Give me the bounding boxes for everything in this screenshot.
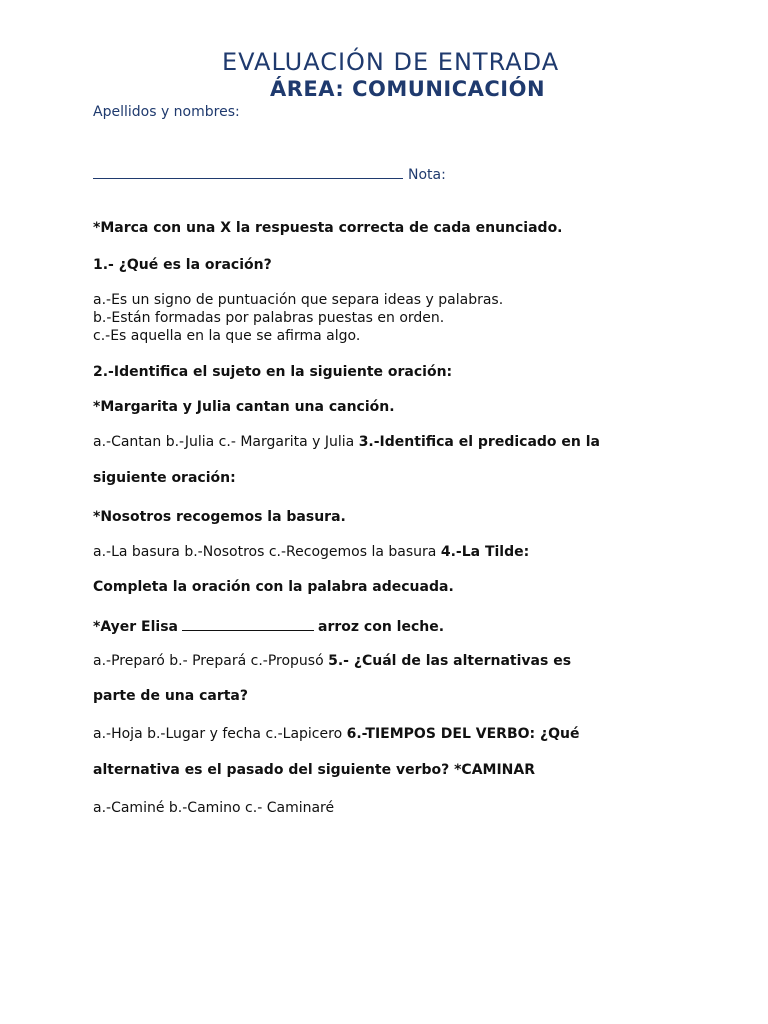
q4-instruction: Completa la oración con la palabra adecuada.	[93, 579, 454, 595]
instructions: *Marca con una X la respuesta correcta de cada enunciado.	[93, 220, 563, 236]
q3-options-row	[93, 544, 529, 560]
q1-option-c: c.-Es aquella en la que se afirma algo.	[93, 328, 361, 344]
name-label: Apellidos y nombres:	[93, 104, 240, 120]
grade-label: Nota:	[408, 167, 446, 183]
q5-options: a.-Hoja b.-Lugar y fecha c.-Lapicero	[93, 726, 343, 742]
q2-options-row	[93, 434, 600, 450]
question-4: 4.-La Tilde:	[440, 544, 530, 560]
q4-options-row	[93, 653, 571, 669]
q6-options: a.-Caminé b.-Camino c.- Caminaré	[93, 800, 335, 816]
q2-sentence: *Margarita y Julia cantan una canción.	[93, 399, 395, 415]
question-5-part2: parte de una carta?	[93, 688, 248, 704]
question-5-part1: 5.- ¿Cuál de las alternativas es	[328, 653, 572, 669]
question-1: 1.- ¿Qué es la oración?	[93, 257, 272, 273]
q4-sentence-end: arroz con leche.	[318, 619, 445, 635]
name-blank-line	[93, 166, 403, 179]
q4-answer-blank	[182, 618, 314, 631]
q4-options: a.-Preparó b.- Prepará c.-Propusó	[93, 653, 324, 669]
q3-sentence: *Nosotros recogemos la basura.	[93, 509, 346, 525]
question-2: 2.-Identifica el sujeto en la siguiente oración:	[93, 364, 453, 380]
question-6-part1: 6.-TIEMPOS DEL VERBO: ¿Qué	[346, 726, 580, 742]
q1-option-b: b.-Están formadas por palabras puestas en orden.	[93, 310, 445, 326]
q4-sentence-start: *Ayer Elisa	[93, 619, 178, 635]
exam-title: EVALUACIÓN DE ENTRADA	[222, 48, 560, 76]
q1-option-a: a.-Es un signo de puntuación que separa ideas y palabras.	[93, 292, 504, 308]
question-3-part2: siguiente oración:	[93, 470, 236, 486]
question-3-part1: 3.-Identifica el predicado en la	[358, 434, 600, 450]
q3-options: a.-La basura b.-Nosotros c.-Recogemos la basura	[93, 544, 437, 560]
q2-options: a.-Cantan b.-Julia c.- Margarita y Julia	[93, 434, 355, 450]
exam-subject: ÁREA: COMUNICACIÓN	[270, 77, 546, 101]
question-6-part2: alternativa es el pasado del siguiente verbo? *CAMINAR	[93, 762, 536, 778]
q4-sentence	[93, 618, 444, 635]
name-line-row	[93, 166, 446, 183]
q5-options-row	[93, 726, 579, 742]
